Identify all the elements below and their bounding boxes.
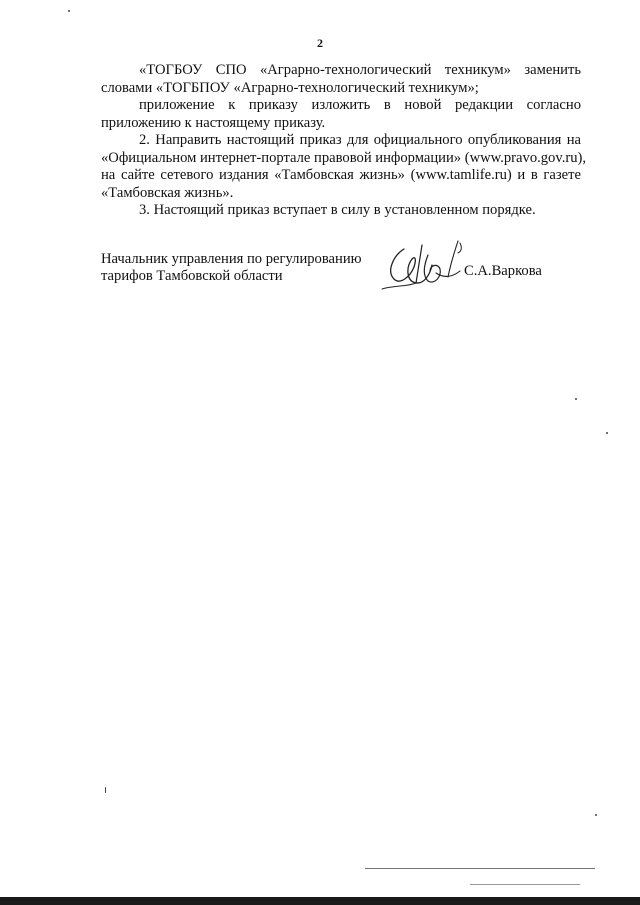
page-number: 2 (317, 36, 323, 50)
scan-edge (0, 897, 640, 905)
scan-line (365, 868, 595, 869)
document-body (101, 62, 587, 220)
scan-speck (606, 432, 608, 434)
text-line: приложение к приказу изложить в новой редакции согласно (139, 97, 581, 113)
signatory-title-line: Начальник управления по регулированию (101, 251, 362, 267)
scan-speck (68, 10, 70, 12)
text-line: словами «ТОГБПОУ «Аграрно-технологический техникум»; (101, 79, 479, 96)
text-line: «Официальном интернет-портале правовой информации» (www.pravo.gov.ru), (101, 149, 587, 166)
handwritten-signature-icon (376, 237, 476, 299)
text-line: 3. Настоящий приказ вступает в силу в установленном порядке. (139, 202, 536, 218)
text-line: «Тамбовская жизнь». (101, 184, 234, 201)
paragraph-institution-rename (101, 62, 581, 97)
signatory-title (101, 251, 362, 284)
text-line: 2. Направить настоящий приказ для официального опубликования на (139, 132, 581, 148)
text-line: приложению к настоящему приказу. (101, 114, 326, 131)
signatory-name: С.А.Варкова (464, 263, 542, 279)
text-line: «ТОГБОУ СПО «Аграрно-технологический техникум» заменить (139, 62, 581, 78)
scan-speck (575, 398, 577, 400)
text-line: на сайте сетевого издания «Тамбовская жизнь» (www.tamlife.ru) и в газете (101, 167, 581, 183)
scan-line (470, 884, 580, 885)
scan-speck (105, 787, 106, 793)
paragraph-effective (101, 202, 581, 220)
signature-block (101, 251, 581, 301)
paragraph-publication (101, 132, 587, 202)
signatory-title-line: тарифов Тамбовской области (101, 267, 283, 284)
paragraph-appendix (101, 97, 581, 132)
scan-speck (595, 814, 597, 816)
